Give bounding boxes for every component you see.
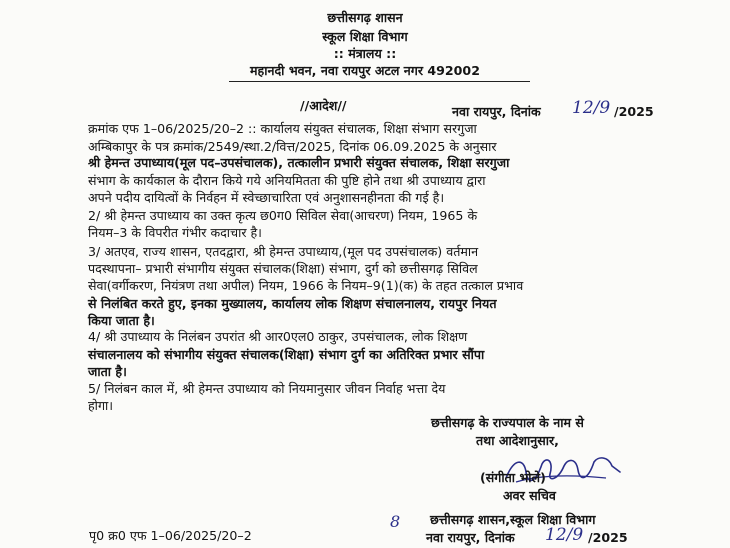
para1-line4: संभाग के कार्यकाल के दौरान किये गये अनियमितता की पुष्टि होने तथा श्री उपाध्याय द्वारा [88, 173, 486, 188]
order-date-year: /2025 [614, 104, 654, 119]
para1-line3: श्री हेमन्त उपाध्याय(मूल पद–उपसंचालक), तत्कालीन प्रभारी संयुक्त संचालक, शिक्षा सरगुजा [88, 155, 510, 170]
para4-line2: संचालनालय को संभागीय संयुक्त संचालक(शिक्षा) संभाग दुर्ग का अतिरिक्त प्रभार सौंपा [88, 347, 485, 362]
para3-line1: 3/ अतएव, राज्य शासन, एतदद्वारा, श्री हेमन्त उपाध्याय,(मूल पद उपसंचालक) वर्तमान [88, 244, 479, 259]
para1-line1: क्रमांक एफ 1–06/2025/20–2 :: कार्यालय संयुक्त संचालक, शिक्षा संभाग सरगुजा [88, 121, 477, 136]
header-government: छत्तीसगढ़ शासन [327, 10, 403, 25]
para1-line5: अपने पदीय दायित्वों के निर्वहन में स्वेच्छाचारिता एवं अनुशासनहीनता की गई है। [88, 190, 445, 205]
signature-place-date: नवा रायपुर, दिनांक [426, 530, 515, 545]
header-underline [229, 81, 530, 82]
signatory-name: (संगीता भोले) [480, 470, 546, 485]
header-ministry: :: मंत्रालय :: [333, 46, 397, 61]
signatory-designation: अवर सचिव [503, 488, 556, 503]
header-address: महानदी भवन, नवा रायपुर अटल नगर 492002 [250, 63, 480, 78]
signature-date-year: /2025 [588, 530, 628, 545]
header-department: स्कूल शिक्षा विभाग [322, 29, 408, 44]
endorsement-number: पृ0 क्र0 एफ 1–06/2025/20–2 [89, 528, 252, 543]
order-line: तथा आदेशानुसार, [476, 433, 559, 448]
signatory-department: छत्तीसगढ़ शासन,स्कूल शिक्षा विभाग [430, 512, 596, 527]
order-date-handwritten: 12/9 [572, 98, 611, 118]
para3-line5: किया जाता है। [88, 313, 155, 328]
signature-date-handwritten: 12/9 [545, 525, 584, 545]
para3-line2: पदस्थापना– प्रभारी संभागीय संयुक्त संचालक(शिक्षा) संभाग, दुर्ग को छत्तीसगढ़ सिविल [88, 261, 478, 276]
order-place-date: नवा रायपुर, दिनांक [452, 104, 541, 119]
para5-line2: होगा। [88, 398, 114, 413]
para2-line1: 2/ श्री हेमन्त उपाध्याय का उक्त कृत्य छ0ग0 सिविल सेवा(आचरण) नियम, 1965 के [88, 208, 478, 223]
para4-line3: जाता है। [88, 364, 127, 379]
order-title: //आदेश// [300, 98, 347, 113]
para2-line2: नियम–3 के विपरीत गंभीर कदाचार है। [88, 225, 262, 240]
para4-line1: 4/ श्री उपाध्याय के निलंबन उपरांत श्री आर0एल0 ठाकुर, उपसंचालक, लोक शिक्षण [88, 329, 468, 344]
para3-line4: से निलंबित करते हुए, इनका मुख्यालय, कार्यालय लोक शिक्षण संचालनालय, रायपुर नियत [88, 296, 497, 311]
handwritten-serial: 8 [390, 512, 401, 531]
para3-line3: सेवा(वर्गीकरण, नियंत्रण तथा अपील) नियम, 1966 के नियम–9(1)(क) के तहत तत्काल प्रभाव [88, 278, 524, 293]
para5-line1: 5/ निलंबन काल में, श्री हेमन्त उपाध्याय को नियमानुसार जीवन निर्वाह भत्ता देय [88, 381, 446, 396]
para1-line2: अम्बिकापुर के पत्र क्रमांक/2549/स्था.2/वित्त/2025, दिनांक 06.09.2025 के अनुसार [88, 139, 497, 154]
governor-line: छत्तीसगढ़ के राज्यपाल के नाम से [431, 415, 584, 430]
